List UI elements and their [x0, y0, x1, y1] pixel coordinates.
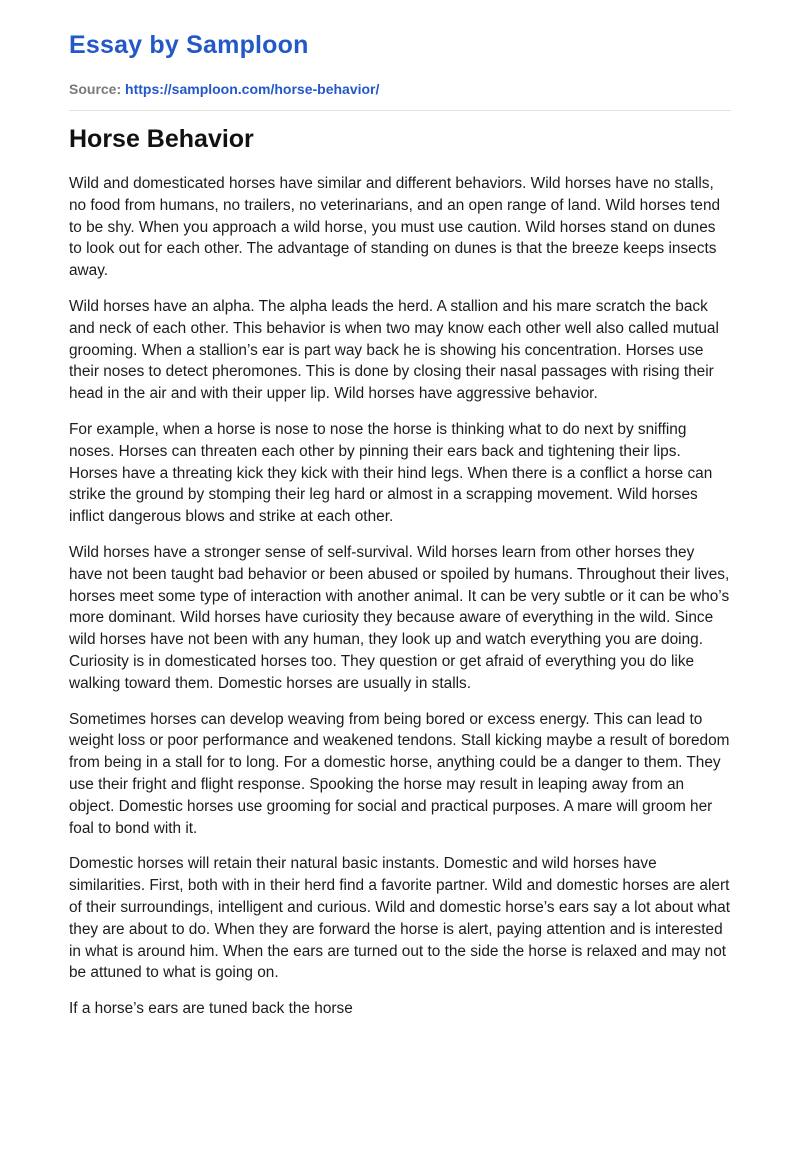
- paragraph: Wild and domesticated horses have similar and different behaviors. Wild horses have no stalls, no food from humans, no trailers, no veterinarians, and an open range of land. Wild horses tend to be shy. When you approach a wild horse, you must use caution. Wild horses stand on dunes to look out for each other. The advantage of standing on dunes is that the breeze keeps insects away.: [69, 175, 721, 280]
- paragraph: If a horse’s ears are tuned back the horse: [69, 1000, 353, 1018]
- paragraph: Wild horses have a stronger sense of self-survival. Wild horses learn from other horses they have not been taught bad behavior or been abused or spoiled by humans. Throughout their lives, horses meet some type of interaction with another animal. It can be very subtle or it can be who’s more dominant. Wild horses have curiosity they because aware of everything in the wild. Since wild horses have not been with any human, they look up and watch everything you are doing. Curiosity is in domesticated horses too. They question or get afraid of everything you do like walking toward them. Domestic horses are usually in stalls.: [69, 543, 730, 692]
- article-title: Horse Behavior: [69, 125, 254, 153]
- paragraph: For example, when a horse is nose to nose the horse is thinking what to do next by sniffing noses. Horses can threaten each other by pinning their ears back and tightening their lips. Horses have a threating kick they kick with their hind legs. When there is a conflict a horse can strike the ground by stomping their leg hard or almost in a scrapping movement. Wild horses inflict dangerous blows and strike at each other.: [69, 420, 713, 526]
- paragraph: Wild horses have an alpha. The alpha leads the herd. A stallion and his mare scratch the back and neck of each other. This behavior is when two may know each other well also called mutual grooming. When a stallion’s ear is part way back he is showing his concentration. Horses use their noses to detect pheromones. This is done by closing their nasal passages with rising their head in the air and with their upper lip. Wild horses have aggressive behavior.: [69, 297, 719, 403]
- brand-title: Essay by Samploon: [69, 31, 309, 59]
- source-line: [69, 80, 731, 98]
- essay-page: [69, 0, 731, 1034]
- paragraph: Domestic horses will retain their natural basic instants. Domestic and wild horses have similarities. First, both with in their herd find a favorite partner. Wild and domestic horses are alert of their surroundings, intelligent and curious. Wild and domestic horse’s ears say a lot about what they are about to do. When they are forward the horse is alert, paying attention and is interested in what is around him. When the ears are turned out to the side the horse is relaxed and may not be attuned to what is going on.: [69, 855, 731, 982]
- paragraph: Sometimes horses can develop weaving from being bored or excess energy. This can lead to weight loss or poor performance and weakened tendons. Stall kicking maybe a result of boredom from being in a stall for to long. For a domestic horse, anything could be a danger to them. They use their fright and flight response. Spooking the horse may result in leaping away from an object. Domestic horses use grooming for social and practical purposes. A mare will groom her foal to bond with it.: [69, 710, 730, 837]
- source-label: Source:: [69, 81, 122, 97]
- article-body: [69, 173, 731, 1020]
- source-link[interactable]: https://samploon.com/horse-behavior/: [125, 81, 380, 97]
- divider: [69, 110, 731, 111]
